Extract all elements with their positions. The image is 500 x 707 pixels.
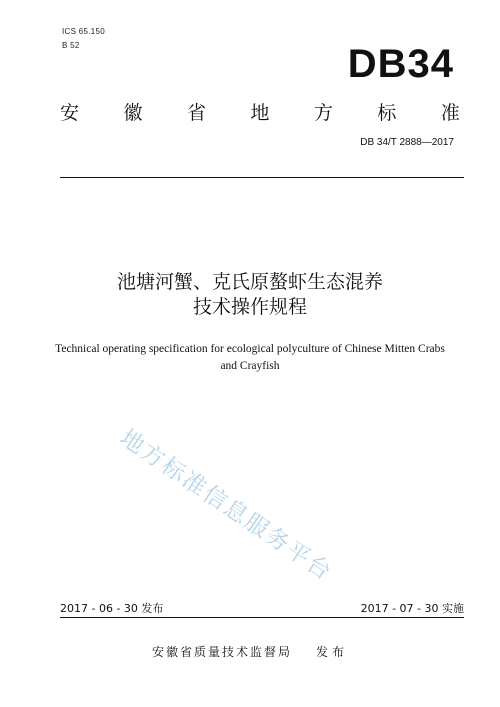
- issuer-verb: 发布: [316, 645, 349, 659]
- standard-category-char: 安: [60, 102, 80, 124]
- watermark: 地方标准信息服务平台: [115, 424, 337, 587]
- issue-date: 2017 - 06 - 30 发布: [60, 602, 164, 615]
- title-english-line-1: Technical operating specification for ecological polyculture of Chinese Mitten Crabs: [55, 343, 445, 355]
- standard-code: DB 34/T 2888—2017: [360, 137, 454, 148]
- standard-category-char: 准: [440, 102, 460, 124]
- ics-code: ICS 65.150: [62, 27, 106, 36]
- issuer-name: 安徽省质量技术监督局: [151, 645, 292, 659]
- title-chinese: [0, 270, 500, 320]
- standard-category-char: 徽: [123, 102, 143, 124]
- implementation-date: 2017 - 07 - 30 实施: [360, 602, 464, 615]
- standard-category: [60, 98, 460, 125]
- title-chinese-line-2: 技术操作规程: [192, 296, 307, 318]
- ccs-code: B 52: [62, 41, 80, 50]
- title-chinese-line-1: 池塘河蟹、克氏原螯虾生态混养: [116, 271, 383, 293]
- standard-category-char: 方: [313, 102, 333, 124]
- title-english-line-2: and Crayfish: [220, 360, 280, 372]
- issuer: [0, 643, 500, 660]
- top-divider: [60, 177, 464, 178]
- bottom-divider: [60, 617, 464, 618]
- standard-category-char: 地: [250, 102, 270, 124]
- title-english: [20, 341, 480, 375]
- standard-mark: DB34: [347, 42, 454, 86]
- standard-category-char: 省: [186, 102, 206, 124]
- standard-category-char: 标: [377, 102, 397, 124]
